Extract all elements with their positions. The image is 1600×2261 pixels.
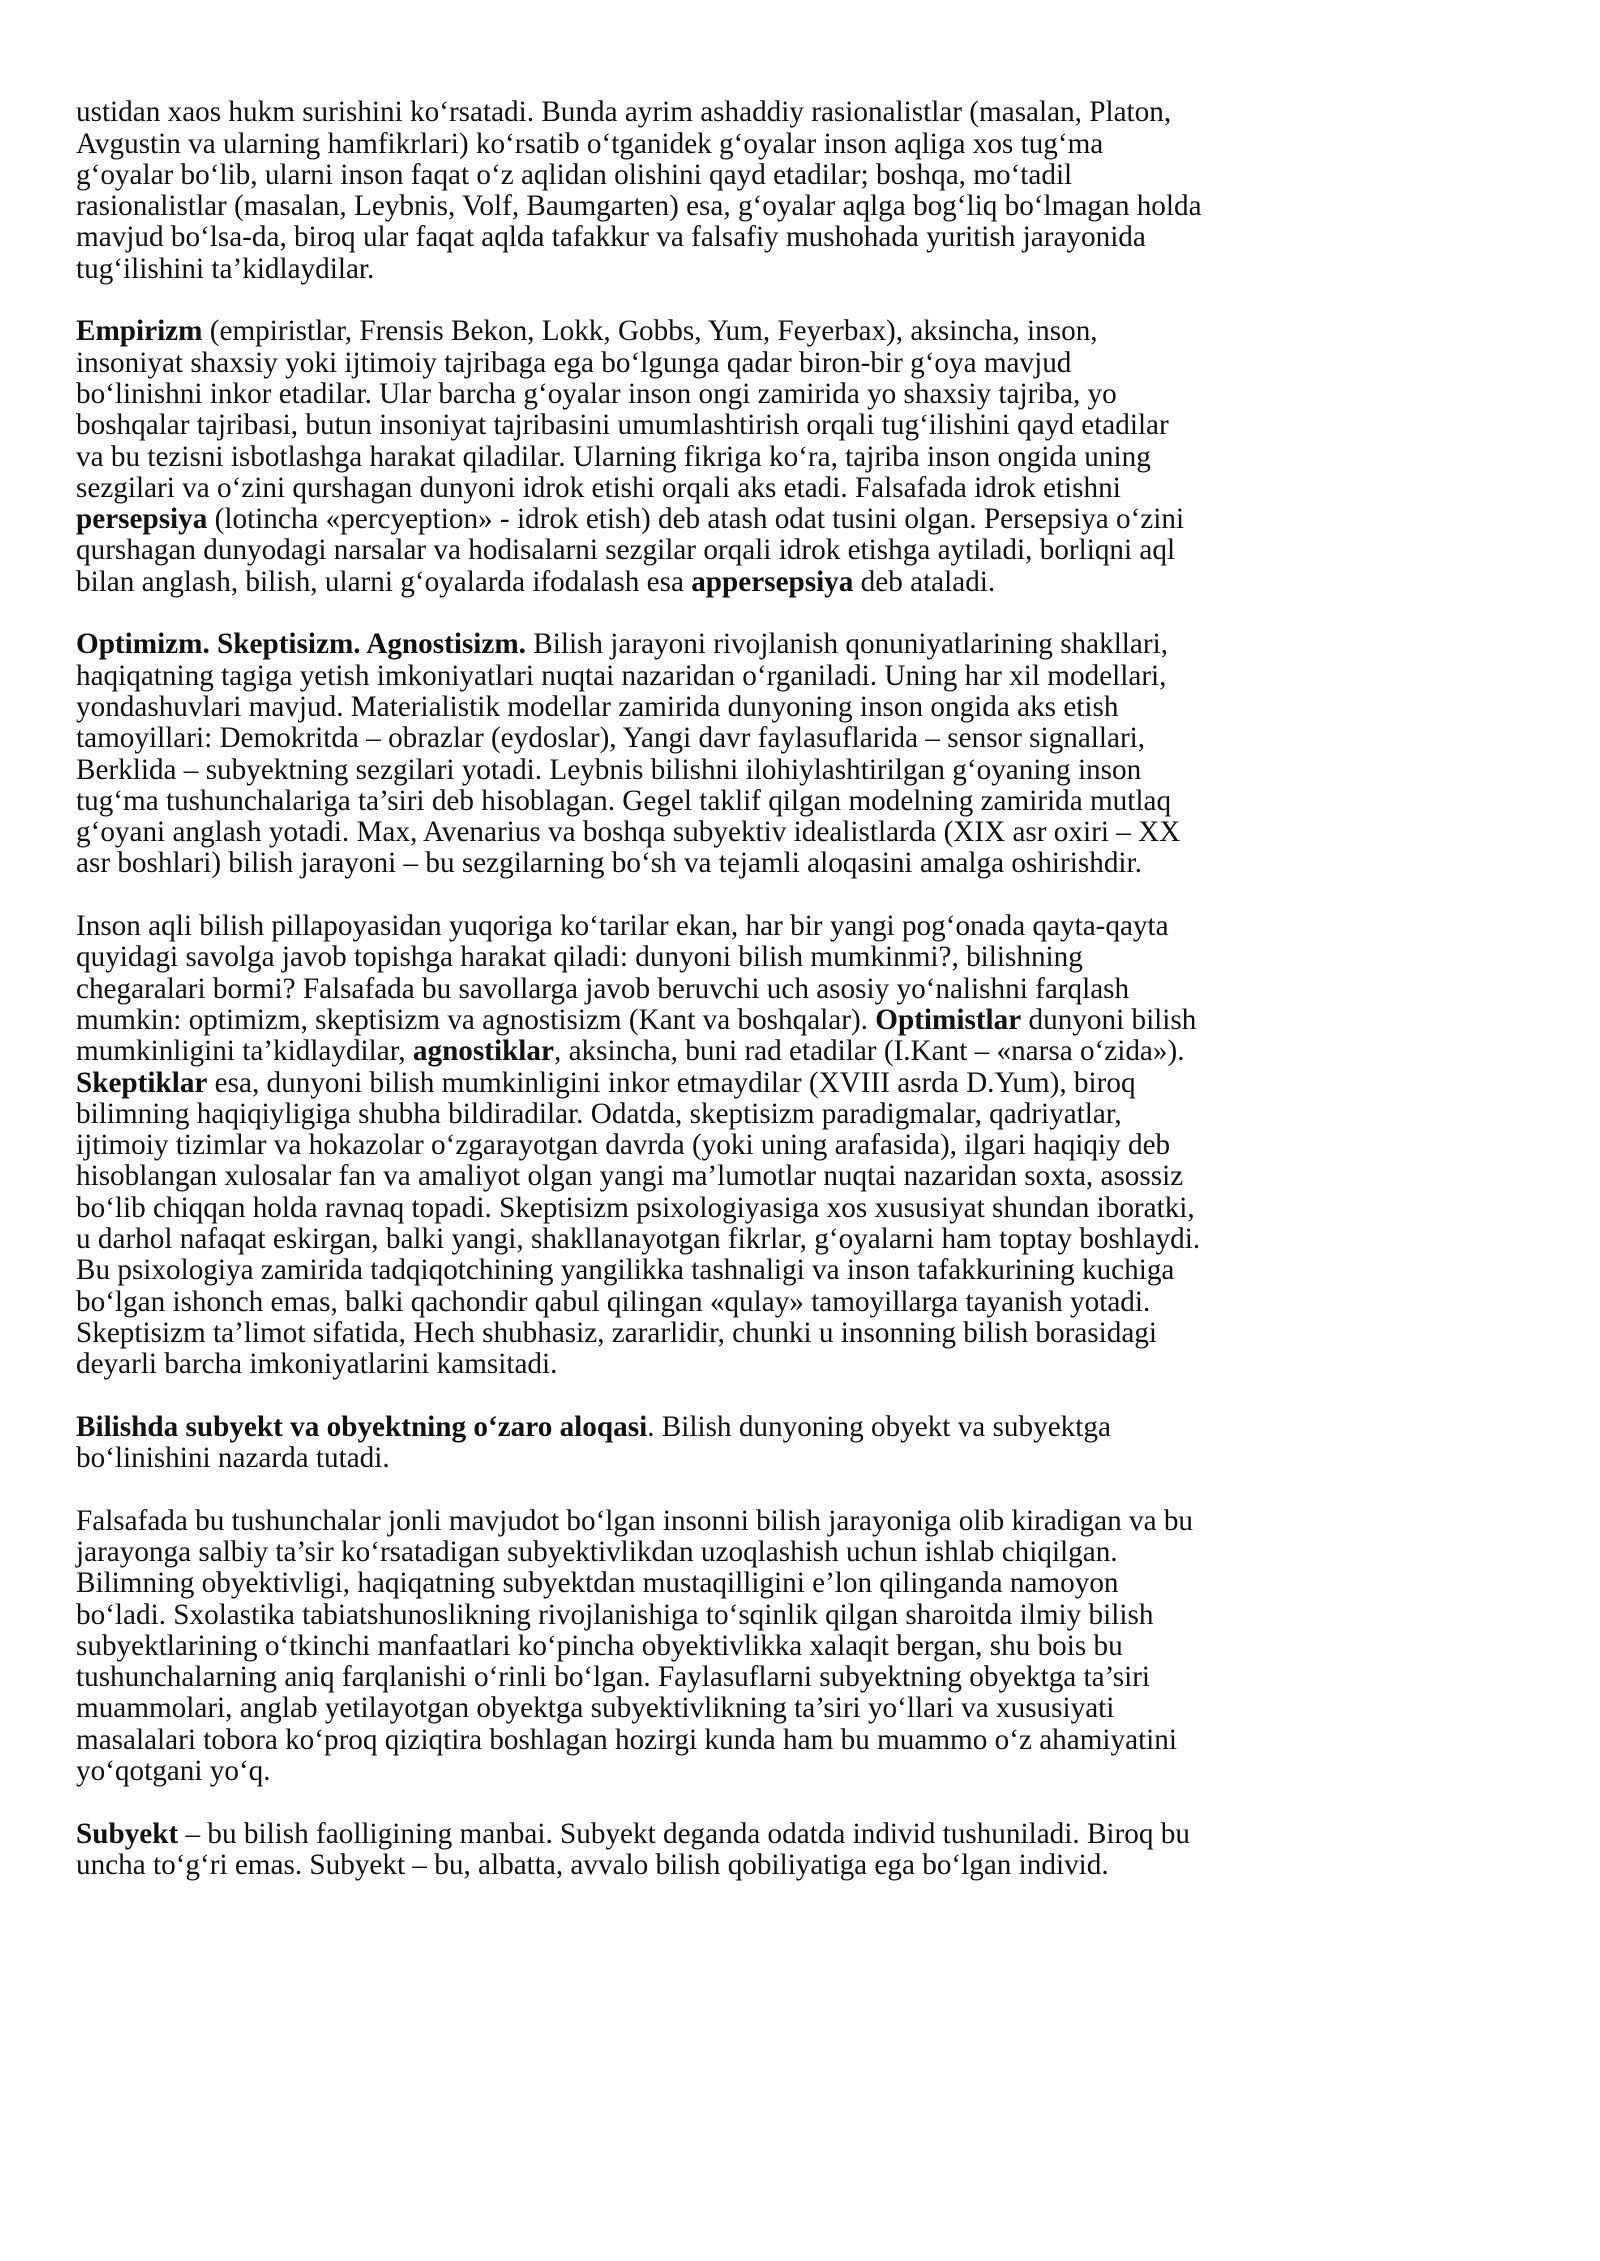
text-segment: (lotincha «percyeption» - idrok etish) deb atash odat tusini olgan. Persepsiya o‘zini qurshagan dunyodagi narsalar va hodisalarni sezgilar orqali idrok etishga aytiladi, borliqni aql bilan anglash, bilish, ularni g‘oyalarda ifodalash esa xyxy=(76,503,1185,598)
text-segment: Bilish jarayoni rivojlanish qonuniyatlarining shakllari, haqiqatning tagiga yetish imkoniyatlari nuqtai nazaridan o‘rganiladi. Uning har xil modellari, yondashuvlari mavjud. Materialistik modellar zamirida dunyoning inson ongida aks etish tamoyillari: Demokritda – obrazlar (eydoslar), Yangi davr faylasuflarida – sensor signallari, Berklida – subyektning sezgilari yotadi. Leybnis bilishni ilohiylashtirilgan g‘oyaning inson tug‘ma tushunchalariga ta’siri deb hisoblagan. Gegel taklif qilgan modelning zamirida mutlaq g‘oyani anglash yotadi. Max, Avenarius va boshqa subyektiv idealistlarda (XIX asr oxiri – XX asr boshlari) bilish jarayoni – bu sezgilarning bo‘sh va tejamli aloqasini amalga oshirishdir. xyxy=(76,628,1181,880)
text-segment: deb ataladi. xyxy=(853,565,996,598)
term-optimistlar: Optimistlar xyxy=(875,1003,1022,1036)
term-appersepsiya: appersepsiya xyxy=(691,565,854,598)
term-subyekt: Subyekt xyxy=(76,1817,179,1850)
paragraph-rationalism-continued xyxy=(76,66,1546,285)
term-agnostiklar: agnostiklar xyxy=(412,1035,554,1068)
text-segment: esa, dunyoni bilish mumkinligini inkor etmaydilar (XVIII asrda D.Yum), biroq bilimning haqiqiyligiga shubha bildiradilar. Odatda, skeptisizm paradigmalar, qadriyatlar, ijtimoiy tizimlar va hokazolar o‘zgarayotgan davrda (yoki uning arafasida), ilgari haqiqiy deb hisoblangan xulosalar fan va amaliyot olgan yangi ma’lumotlar nuqtai nazaridan soxta, asossiz bo‘lib chiqqan holda ravnaq topadi. Skeptisizm psixologiyasiga xos xususiyat shundan iboratki, u darhol nafaqat eskirgan, balki yangi, shakllanayotgan fikrlar, g‘oyalarni ham toptay boshlaydi. Bu psixologiya zamirida tadqiqotchining yangilikka tashnaligi va inson tafakkurining kuchiga bo‘lgan ishonch emas, balki qachondir qabul qilingan «qulay» tamoyillarga tayanish yotadi. Skeptisizm ta’limot sifatida, Hech shubhasiz, zararlidir, chunki u insonning bilish borasidagi deyarli barcha imkoniyatlarini kamsitadi. xyxy=(76,1066,1201,1381)
text-segment: Falsafada bu tushunchalar jonli mavjudot bo‘lgan insonni bilish jarayoniga olib kiradigan va bu jarayonga salbiy ta’sir ko‘rsatadigan subyektivlikdan uzoqlashish uchun ishlab chiqilgan. Bilimning obyektivligi, haqiqatning subyektdan mustaqilligini e’lon qilinganda namoyon bo‘ladi. Sxolastika tabiatshunoslikning rivojlanishiga to‘sqinlik qilgan sharoitda ilmiy bilish subyektlarining o‘tkinchi manfaatlari ko‘pincha obyektivlikka xalaqit bergan, shu bois bu tushunchalarning aniq farqlanishi o‘rinli bo‘lgan. Faylasuflarni subyektning obyektga ta’siri muammolari, anglab yetilayotgan obyektga subyektivlikning ta’siri yo‘llari va xususiyati masalalari tobora ko‘proq qiziqtira boshlagan hozirgi kunda ham bu muammo o‘z ahamiyatini yo‘qotgani yo‘q. xyxy=(76,1504,1194,1788)
section-heading-optimism: Optimizm. Skeptisizm. Agnostisizm. xyxy=(76,628,526,661)
text-segment: – bu bilish faolligining manbai. Subyekt deganda odatda individ tushuniladi. Biroq bu uncha to‘g‘ri emas. Subyekt – bu, albatta, avvalo bilish qobiliyatiga ega bo‘lgan individ. xyxy=(76,1817,1190,1881)
text-segment: Inson aqli bilish pillapoyasidan yuqoriga ko‘tarilar ekan, har bir yangi pog‘onada qayta-qayta quyidagi savolga javob topishga harakat qiladi: dunyoni bilish mumkinmi?, bilishning chegaralari bormi? Falsafada bu savollarga javob beruvchi uch asosiy yo‘nalishni farqlash mumkin: optimizm, skeptisizm va agnostisizm (Kant va boshqalar). xyxy=(76,910,1169,1036)
document-page xyxy=(76,66,1546,1881)
term-persepsiya: persepsiya xyxy=(76,503,208,536)
text-segment: (empiristlar, Frensis Bekon, Lokk, Gobbs, Yum, Feyerbax), aksincha, inson, insoniyat shaxsiy yoki ijtimoiy tajribaga ega bo‘lgunga qadar biron-bir g‘oya mavjud bo‘linishni inkor etadilar. Ular barcha g‘oyalar inson ongi zamirida yo shaxsiy tajriba, yo boshqalar tajribasi, butun insoniyat tajribasini umumlashtirish orqali tug‘ilishini qayd etadilar va bu tezisni isbotlashga harakat qiladilar. Ularning fikriga ko‘ra, tajriba inson ongida uning sezgilari va o‘zini qurshagan dunyoni idrok etishi orqali aks etadi. Falsafada idrok etishni xyxy=(76,315,1169,504)
paragraph-subject-object xyxy=(76,1412,1546,1475)
paragraph-optimism-skepticism-agnosticism xyxy=(76,629,1546,879)
paragraph-subject-definition xyxy=(76,1819,1546,1882)
text-segment: dunyoni bilish mumkinligini ta’kidlaydilar, xyxy=(76,1003,1197,1068)
paragraph-empiricism xyxy=(76,316,1546,598)
term-empirizm: Empirizm xyxy=(76,315,203,348)
text-segment: . Bilish dunyoning obyekt va subyektga bo‘linishini nazarda tutadi. xyxy=(76,1410,1111,1475)
text-segment: ustidan xaos hukm surishini ko‘rsatadi. Bunda ayrim ashaddiy rasionalistlar (masalan, Platon, Avgustin va ularning hamfikrlari) ko‘rsatib o‘tganidek g‘oyalar inson aqliga xos tug‘ma g‘oyalar bo‘lib, ularni inson faqat o‘z aqlidan olishini qayd etadilar; boshqa, mo‘tadil rasionalistlar (masalan, Leybnis, Volf, Baumgarten) esa, g‘oyalar aqlga bog‘liq bo‘lmagan holda mavjud bo‘lsa-da, biroq ular faqat aqlda tafakkur va falsafiy mushohada yuritish jarayonida tug‘ilishini ta’kidlaydilar. xyxy=(76,96,1202,285)
paragraph-objectivity xyxy=(76,1506,1546,1788)
term-skeptiklar: Skeptiklar xyxy=(76,1066,208,1099)
text-segment: , aksincha, buni rad etadilar (I.Kant – «narsa o‘zida»). xyxy=(553,1035,1185,1068)
paragraph-limits-of-knowledge xyxy=(76,911,1546,1380)
section-heading-subject-object: Bilishda subyekt va obyektning o‘zaro aloqasi xyxy=(76,1410,648,1443)
